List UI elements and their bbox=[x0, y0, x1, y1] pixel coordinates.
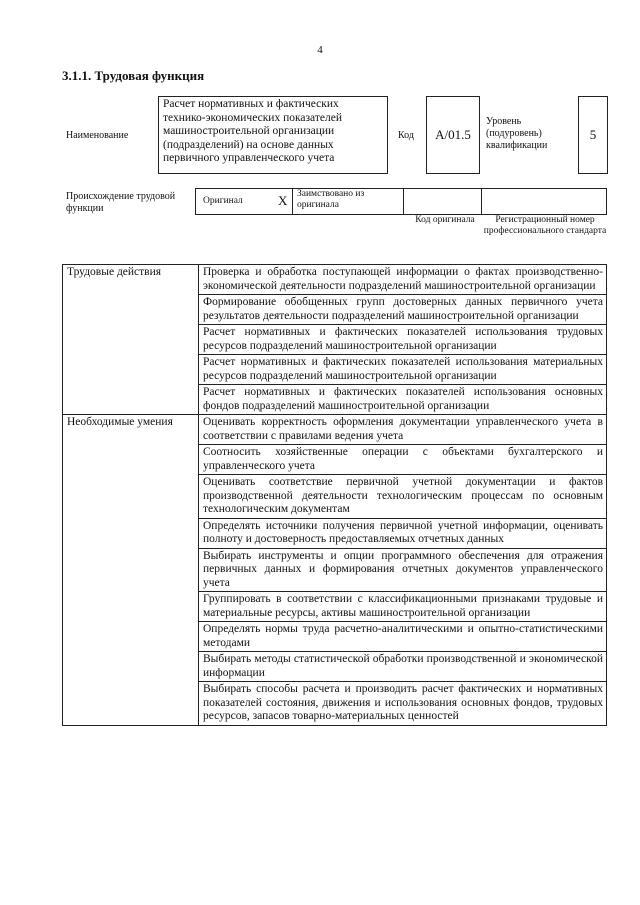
origin-label: Происхождение трудовой функции bbox=[66, 191, 176, 214]
level-box bbox=[578, 96, 608, 174]
origin-row bbox=[195, 188, 607, 215]
divider bbox=[481, 189, 482, 214]
page-number: 4 bbox=[317, 44, 323, 56]
category-cell: Трудовые действия bbox=[63, 265, 199, 415]
category-cell: Необходимые умения bbox=[63, 415, 199, 726]
borrowed-label: Заимствовано из оригинала bbox=[297, 189, 365, 210]
section-heading: 3.1.1. Трудовая функция bbox=[62, 68, 205, 83]
level-value: 5 bbox=[589, 127, 597, 142]
code-value: A/01.5 bbox=[435, 127, 471, 142]
item-cell: Проверка и обработка поступающей информации о фактах производственно-экономической деятельности подразделений машиностроительной организации bbox=[199, 265, 607, 295]
item-cell: Расчет нормативных и фактических показателей использования трудовых ресурсов подразделений машиностроительной организации bbox=[199, 325, 607, 355]
item-cell: Оценивать соответствие первичной учетной документации и фактов производственной деятельности технологическим процессам по основным технологическим документам bbox=[199, 475, 607, 519]
level-label: Уровень (подуровень) квалификации bbox=[486, 116, 548, 151]
table-row bbox=[63, 265, 607, 295]
item-cell: Выбирать методы статистической обработки производственной и экономической информации bbox=[199, 652, 607, 682]
item-cell: Выбирать инструменты и опции программного обеспечения для отражения первичных данных и формирования отчетных документов управленческого учета bbox=[199, 548, 607, 592]
original-cell bbox=[196, 189, 293, 214]
item-cell: Расчет нормативных и фактических показателей использования материальных ресурсов подразделений машиностроительной организации bbox=[199, 355, 607, 385]
function-name-box bbox=[158, 96, 388, 174]
function-name-value: Расчет нормативных и фактических технико-экономических показателей машиностроительной организации (подразделений) на основе данных первичного управленческого учета bbox=[163, 98, 342, 164]
reg-number-label: Регистрационный номер профессионального стандарта bbox=[483, 215, 607, 236]
item-cell: Группировать в соответствии с классификационными признаками трудовые и материальные ресурсы, активы машиностроительной организации bbox=[199, 592, 607, 622]
code-box bbox=[426, 96, 480, 174]
original-label: Оригинал bbox=[203, 196, 243, 206]
item-cell: Расчет нормативных и фактических показателей использования основных фондов подразделений машиностроительной организации bbox=[199, 385, 607, 415]
name-label: Наименование bbox=[66, 130, 129, 141]
item-cell: Определять источники получения первичной учетной информации, оценивать полноту и достоверность предоставляемых отчетных данных bbox=[199, 518, 607, 548]
item-cell: Определять нормы труда расчетно-аналитическими и опытно-статистическими методами bbox=[199, 622, 607, 652]
table-row bbox=[63, 415, 607, 445]
item-cell: Оценивать корректность оформления документации управленческого учета в соответствии с правилами ведения учета bbox=[199, 415, 607, 445]
item-cell: Формирование обобщенных групп достоверных данных первичного учета результатов деятельности подразделений машиностроительной организации bbox=[199, 295, 607, 325]
origin-code-label: Код оригинала bbox=[415, 215, 475, 225]
function-table bbox=[62, 264, 607, 726]
item-cell: Соотносить хозяйственные операции с объектами бухгалтерского и управленческого учета bbox=[199, 445, 607, 475]
divider bbox=[403, 189, 404, 214]
original-mark: X bbox=[278, 193, 288, 208]
item-cell: Выбирать способы расчета и производить расчет фактических и нормативных показателей состояния, движения и использования основных фондов, трудовых ресурсов, запасов товарно-материальных ценностей bbox=[199, 682, 607, 726]
code-label: Код bbox=[398, 130, 414, 141]
